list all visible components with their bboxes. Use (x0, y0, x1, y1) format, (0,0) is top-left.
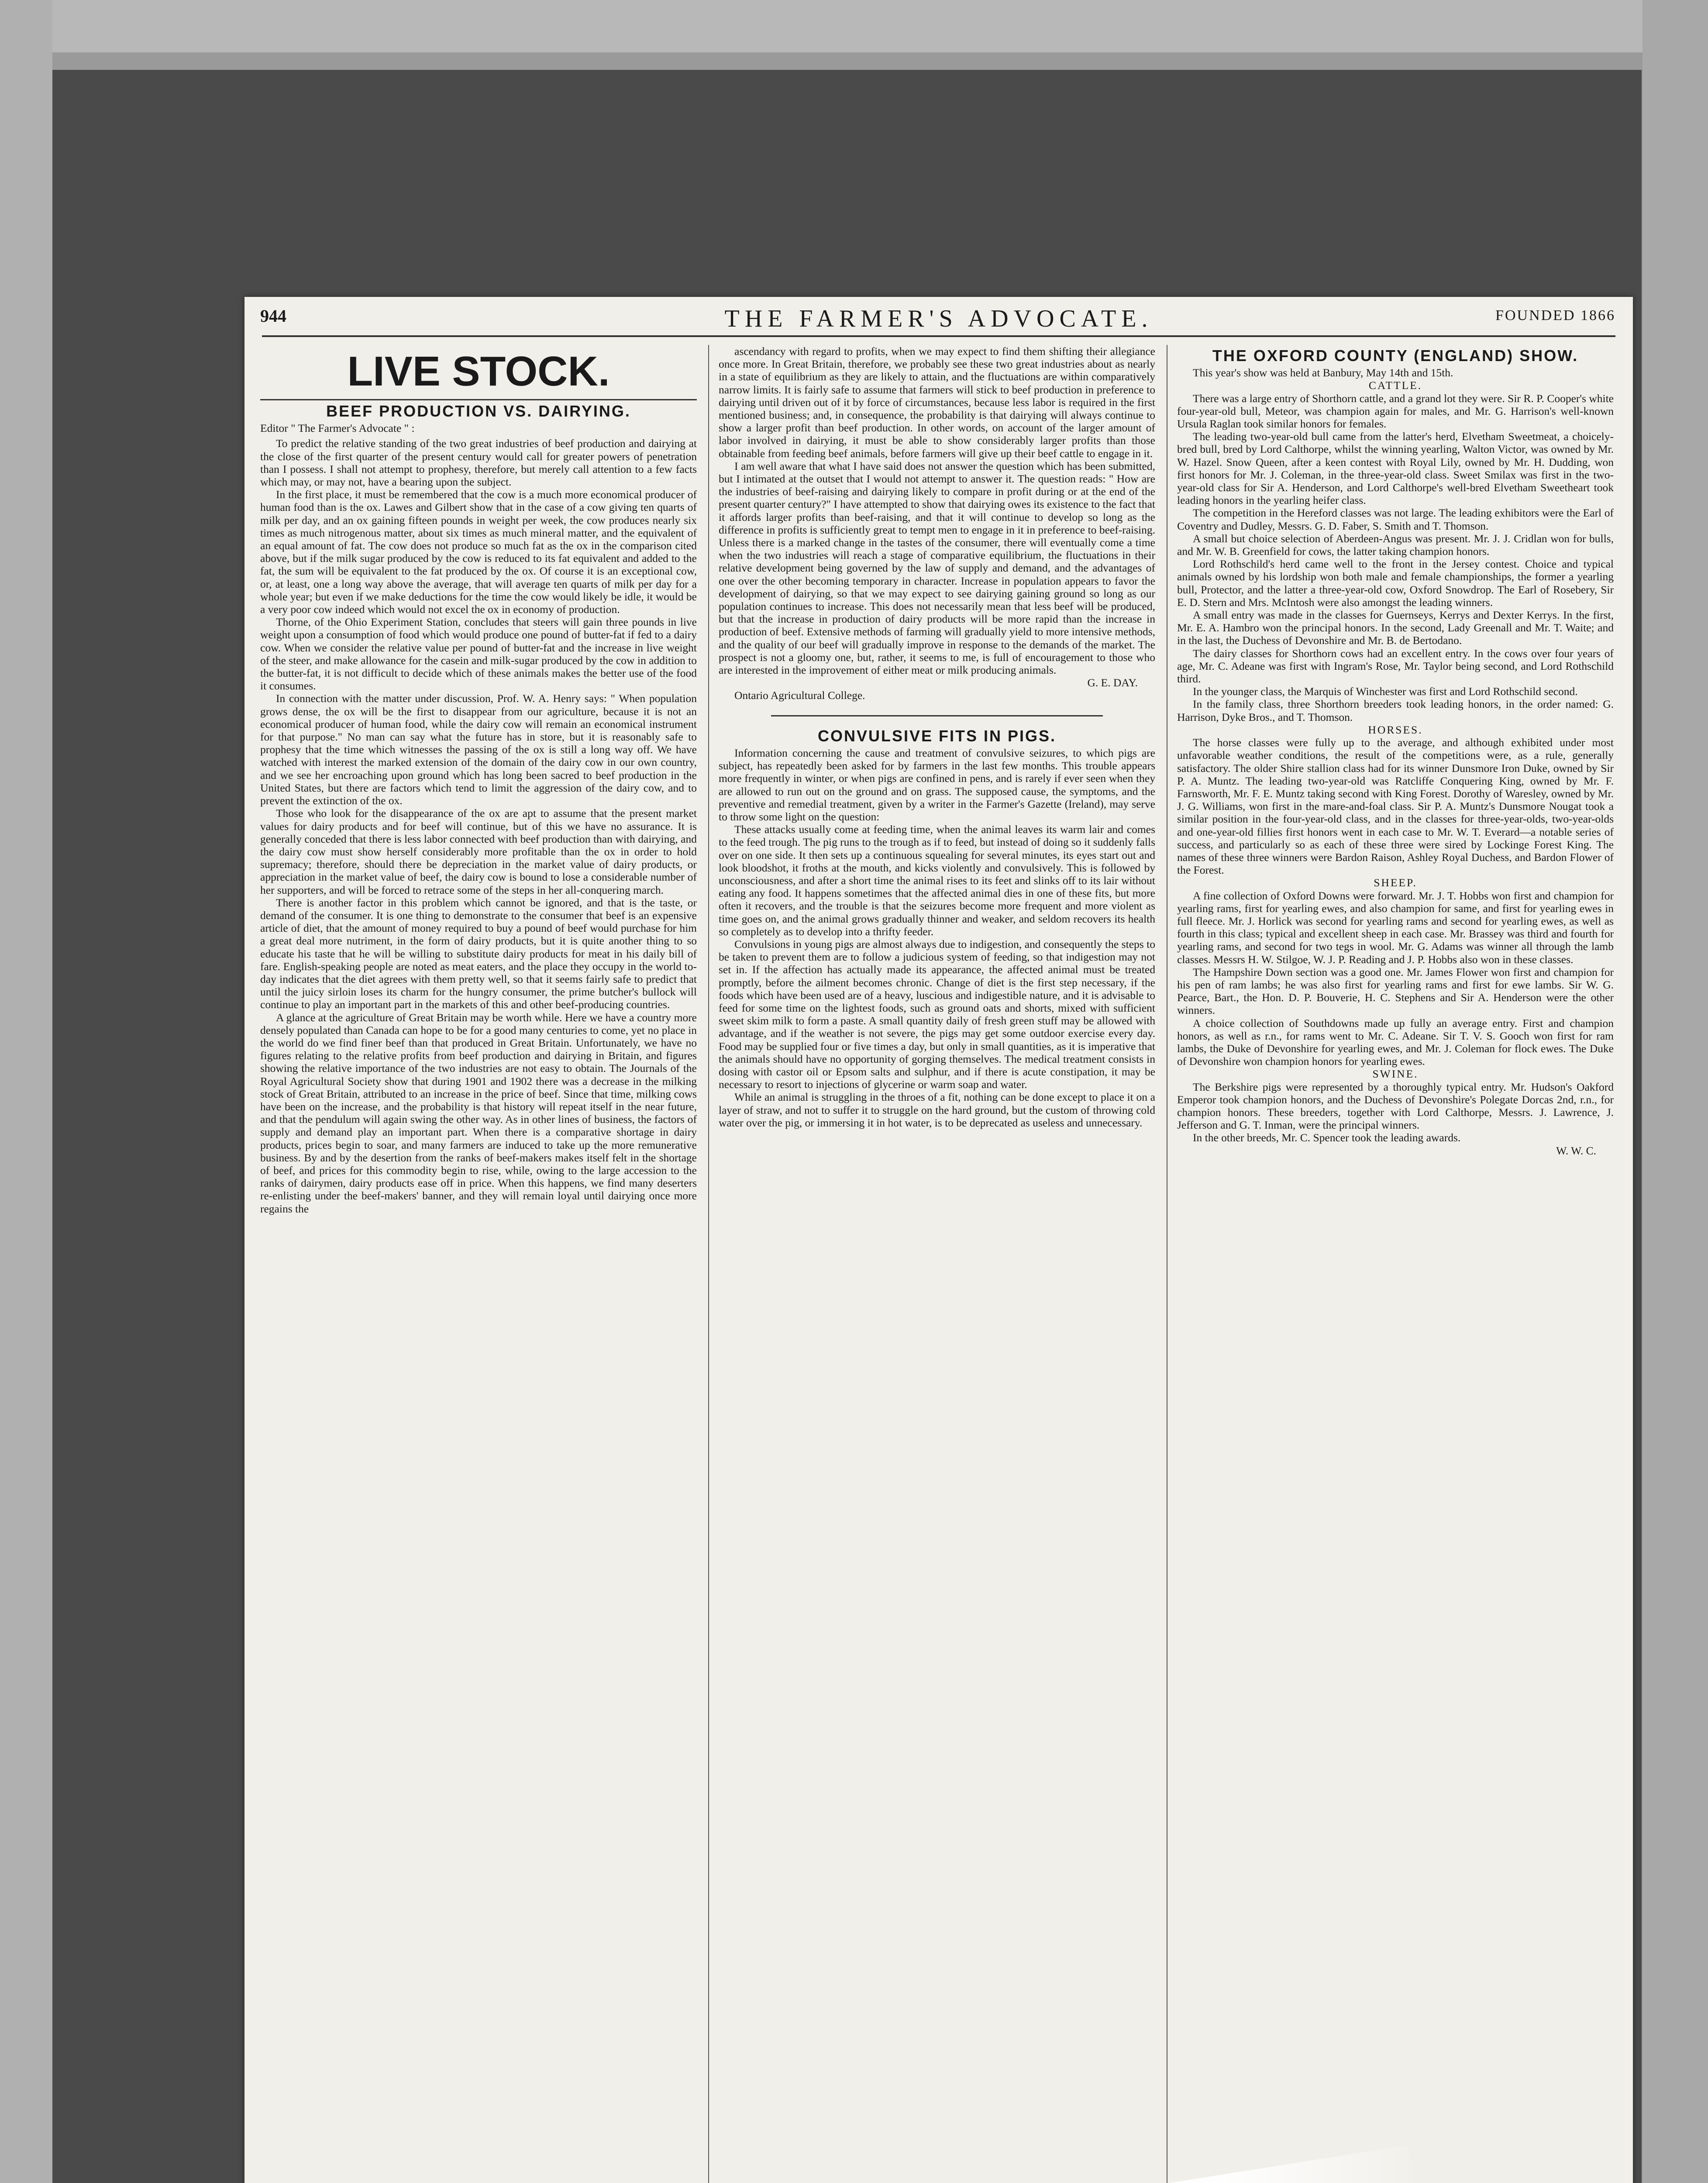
paragraph: The Hampshire Down section was a good one. Mr. James Flower won first and champion for his pen of ram lambs; he was also first for yearling rams and first for ewe lambs. Sir W. G. Pearce, Bart., the Hon. D. P. Bouverie, H. C. Stephens and Sir A. Henderson were the other winners. (1177, 965, 1614, 1017)
paragraph: In the other breeds, Mr. C. Spencer took the leading awards. (1193, 1131, 1461, 1144)
article-intro: This year's show was held at Banbury, May 14th and 15th. (1193, 366, 1453, 379)
paragraph: The dairy classes for Shorthorn cows had an excellent entry. In the cows over four years of age, Mr. C. Adeane was first with Ingram's Rose, Mr. Taylor being second, and Lord Rothschild third. (1177, 647, 1614, 685)
column-1 (260, 345, 697, 2183)
section-heading: CATTLE. (1368, 379, 1422, 392)
scan-border-top (0, 0, 1708, 52)
article-separator (771, 715, 1103, 716)
paragraph: The horse classes were fully up to the average, and although exhibited under most unfavorable weather conditions, the result of the competitions were, as a rule, generally satisfactory. The older Shire stallion class had for its winner Dunsmore Iron Duke, owned by Sir P. A. Muntz. The leading two-year-old was Ratcliffe Conquering King, owned by Mr. F. Farnsworth, Mr. F. E. Muntz taking second with King Forest. Dorothy of Waresley, owned by Mr. J. G. Williams, won first in the mare-and-foal class. Sir P. A. Muntz's Dunsmore Nougat took a similar position in the four-year-old class, and in the classes for three-year-olds, two-year-olds and one-year-old fillies first honors went in each case to Mr. W. T. Everard—a notable series of success, and particularly so as each of these three were sired by Lockinge Forest King. The names of these three winners were Bardon Raison, Ashley Royal Duchess, and Bardon Flower of the Forest. (1177, 736, 1614, 877)
paragraph: These attacks usually come at feeding time, when the animal leaves its warm lair and comes to the feed trough. The pig runs to the trough as if to feed, but instead of doing so it suddenly falls over on one side. It then sets up a continuous squealing for several minutes, its eyes start out and look bloodshot, it froths at the mouth, and kicks violently and convulsively. This is followed by unconsciousness, and after a short time the animal rises to its feet and slinks off to its lair without eating any food. It happens sometimes that the affected animal dies in one of these fits, but more often it recovers, and the trouble is that the seizures become more frequent and more violent as time goes on, and the animal grows gradually thinner and weaker, and seldom recovers its health so completely as to develop into a thrifty feeder. (719, 823, 1155, 938)
paragraph: To predict the relative standing of the two great industries of beef production and dairying at the close of the first quarter of the present century would call for greater powers of penetration than I possess. I shall not attempt to prophesy, therefore, but merely call attention to a few facts which may, or may not, have a bearing upon the subject. (260, 437, 697, 489)
author-signature: G. E. DAY. (1087, 676, 1138, 689)
header-rule (262, 335, 1615, 337)
paragraph: A small entry was made in the classes for Guernseys, Kerrys and Dexter Kerrys. In the first, Mr. E. A. Hambro won the principal honors. In the second, Lady Greenall and Mr. T. Waite; and in the last, the Duchess of Devonshire and Mr. B. de Bertodano. (1177, 609, 1614, 647)
newspaper-page (244, 297, 1633, 2183)
paragraph: A glance at the agriculture of Great Britain may be worth while. Here we have a country more densely populated than Canada can hope to be for a good many centuries to come, yet no place in the world do we find finer beef than that produced in Great Britain. Unfortunately, we have no figures relating to the relative profits from beef production and dairying in Britain, and figures showing the relative importance of the two industries are not easy to obtain. The Journals of the Royal Agricultural Society show that during 1901 and 1902 there was a decrease in the milking stock of Great Britain, attributed to an increase in the price of beef. Since that time, milking cows have been on the increase, and the probability is that history will repeat itself in the near future, and that the pendulum will again swing the other way. As in other lines of business, the factors of supply and demand play an important part. When there is a comparative shortage in dairy products, prices begin to soar, and many farmers are induced to take up the more remunerative business. By and by the desertion from the ranks of beef-makers makes itself felt in the shortage of beef, and prices for this commodity begin to rise, while, owing to the large accession to the ranks of dairymen, dairy products ease off in price. When this happens, we find many deserters re-enlisting under the beef-makers' banner, and they will remain loyal until dairying once more regains the (260, 1011, 697, 1215)
scan-border-left (0, 0, 52, 2183)
section-heading: SWINE. (1372, 1067, 1419, 1081)
paragraph: In the first place, it must be remembered that the cow is a much more economical producer of human food than is the ox. Lawes and Gilbert show that in the case of a cow giving ten quarts of milk per day, and an ox gaining fifteen pounds in weight per week, the cow produces nearly six times as much nitrogenous matter, about six times as much mineral matter, and the equivalent of an equal amount of fat. The cow does not produce so much fat as the ox in the comparison cited above, but if the milk sugar produced by the cow is reduced to its fat equivalent and added to the fat, the sum will be equivalent to the fat produced by the ox. Of course it is an exceptional cow, or, at least, one a long way above the average, that will average ten quarts of milk per day for a whole year; but even if we make deductions for the time the cow would likely be idle, it would be a very poor cow indeed which would not excel the ox in economy of production. (260, 488, 697, 616)
article-title: CONVULSIVE FITS IN PIGS. (817, 727, 1057, 745)
paragraph: In connection with the matter under discussion, Prof. W. A. Henry says: " When population grows dense, the ox will be the first to disappear from our agriculture, because it is not an economical producer of human food, while the dairy cow will remain an economical instrument for that purpose." No man can say what the future has in store, but it is reasonably safe to prophesy that the time which witnesses the passing of the ox is still a long way off. We have watched with interest the marked extension of the domain of the dairy cow in our own country, and we see her encroaching upon ground which has long been sacred to beef production in the United States, but there are factors which tend to limit the aggression of the dairy cow, and to prevent the extinction of the ox. (260, 692, 697, 807)
paragraph: A fine collection of Oxford Downs were forward. Mr. J. T. Hobbs won first and champion for yearling rams, first for yearling ewes, and also champion for same, and first for yearling ewes in full fleece. Mr. J. Horlick was second for yearling rams and second for yearling ewes, as well as fourth in this class; typical and excellent sheep in each case. Mr. Brassey was third and fourth for yearling rams, and second for two tegs in wool. Mr. G. Adams was winner all through the lamb classes. Messrs H. W. Stilgoe, W. J. P. Reading and J. P. Hobbs also won in these classes. (1177, 889, 1614, 966)
paragraph: While an animal is struggling in the throes of a fit, nothing can be done except to place it on a layer of straw, and not to suffer it to struggle on the hard ground, but the custom of throwing cold water over the pig, or immersing it in hot water, is to be deprecated as useless and unnecessary. (719, 1091, 1155, 1129)
author-signature: W. W. C. (1556, 1144, 1596, 1157)
paragraph: Convulsions in young pigs are almost always due to indigestion, and consequently the steps to be taken to prevent them are to follow a judicious system of feeding, so that indigestion may not set in. If the affection has actually made its appearance, the affected animal must be treated promptly, before the ailment becomes chronic. Change of diet is the first step necessary, if the foods which have been used are of a heavy, luscious and indigestible nature, and it is advisable to feed for some time on the lightest foods, such as ground oats and shorts, mixed with sufficient sweet skim milk to form a paste. A small quantity daily of fresh green stuff may be allowed with advantage, and if the weather is not severe, the pigs may get some outdoor exercise every day. Food may be supplied four or five times a day, but only in small quantities, as it is imperative that the animals should have no opportunity of gorging themselves. The medical treatment consists in dosing with castor oil or Epsom salts and sulphur, and if there is acute constipation, it may be necessary to resort to injections of glycerine or warm soap and water. (719, 937, 1155, 1091)
article-title: THE OXFORD COUNTY (ENGLAND) SHOW. (1212, 347, 1579, 365)
editor-line: Editor " The Farmer's Advocate " : (260, 422, 415, 435)
paragraph: Those who look for the disappearance of the ox are apt to assume that the present market values for dairy products and for beef will continue, but of this we have no assurance. It is generally conceded that there is less labor connected with beef production than with dairying, and the dairy cow must show herself considerably more profitable than the ox in order to hold supremacy; therefore, should there be depreciation in the market value of dairy products, or appreciation in the market value of beef, the dairy cow is bound to lose a considerable number of her supporters, and will be forced to retrace some of the steps in her all-conquering march. (260, 807, 697, 896)
paragraph: In the younger class, the Marquis of Winchester was first and Lord Rothschild second. (1193, 685, 1578, 698)
author-institution: Ontario Agricultural College. (734, 689, 865, 702)
article-body-continued (719, 345, 1155, 676)
paragraph: There is another factor in this problem which cannot be ignored, and that is the taste, or demand of the consumer. It is one thing to demonstrate to the consumer that beef is an expensive article of diet, that the amount of money required to buy a pound of beef would purchase for him a great deal more nutriment, in the form of dairy products, but it is quite another thing to so educate his taste that he will be willing to substitute dairy products for meat in his daily bill of fare. English-speaking people are noted as meat eaters, and the place they occupy in the world to-day indicates that the diet agrees with them pretty well, so that it seems fairly safe to predict that until the juicy sirloin loses its charm for the hungry consumer, the prime butcher's bullock will continue to play an important part in the markets of this and other beef-producing countries. (260, 896, 697, 1011)
masthead-title: THE FARMER'S ADVOCATE. (724, 305, 1153, 332)
paragraph: ascendancy with regard to profits, when we may expect to find them shifting their allegiance once more. In Great Britain, therefore, we probably see these two great industries about as nearly in a state of equilibrium as they are likely to attain, and the fluctuations are within comparatively narrow limits. It is fairly safe to assume that farmers will stick to beef production in preference to dairying until driven out of it by force of circumstances, because less labor is required in the first mentioned business; and, in consequence, the probability is that dairying will always continue to show a larger profit than beef production. In other words, on account of the larger amount of labor involved in dairying, it must be able to show considerably larger profits than those obtainable from feeding beef animals, before farmers will give up their beef cattle to engage in it. (719, 345, 1155, 460)
paragraph: In the family class, three Shorthorn breeders took leading honors, in the order named: G. Harrison, Dyke Bros., and T. Thomson. (1177, 698, 1614, 723)
paragraph: A choice collection of Southdowns made up fully an average entry. First and champion honors, as well as r.n., for rams went to Mr. C. Adeane. Sir T. V. S. Gooch won first for ram lambs, the Duke of Devonshire for yearling ewes, and Mr. J. Coleman for flock ewes. The Duke of Devonshire won champion honors for yearling ewes. (1177, 1016, 1614, 1068)
section-heading: HORSES. (1368, 723, 1423, 736)
section-heading: SHEEP. (1374, 876, 1417, 889)
paragraph: The competition in the Hereford classes was not large. The leading exhibitors were the Earl of Coventry and Dudley, Messrs. G. D. Faber, S. Smith and T. Thomson. (1177, 506, 1614, 532)
paragraph: Lord Rothschild's herd came well to the front in the Jersey contest. Choice and typical animals owned by his lordship won both male and female championships, the former a yearling bull, Protector, and the latter a three-year-old cow, Oxford Snowdrop. The Earl of Rosebery, Sir E. D. Stern and Mrs. McIntosh were also amongst the leading winners. (1177, 558, 1614, 609)
paragraph: A small but choice selection of Aberdeen-Angus was present. Mr. J. J. Cridlan won for bulls, and Mr. W. B. Greenfield for cows, the latter taking champion honors. (1177, 532, 1614, 558)
article-body (1177, 379, 1614, 1144)
scan-border-right (1643, 0, 1708, 2183)
article-body (719, 747, 1155, 1129)
paragraph: Information concerning the cause and treatment of convulsive seizures, to which pigs are subject, has repeatedly been asked for by farmers in the last few months. This trouble appears more frequently in winter, or when pigs are confined in pens, and is rarely if ever seen when they are allowed to run out on the ground and on grass. The supposed cause, the symptoms, and the preventive and remedial treatment, given by a writer in the Farmer's Gazette (Ireland), may serve to throw some light on the question: (719, 746, 1155, 823)
paragraph: The leading two-year-old bull came from the latter's herd, Elvetham Sweetmeat, a choicely-bred bull, bred by Lord Calthorpe, whilst the winning yearling, Walton Victor, was owned by Mr. W. Hazel. Snow Queen, after a keen contest with Royal Lily, owned by Mr. H. Dudding, won first honors for Mr. J. Coleman, in the three-year-old class. Sweet Smilax was first in the two-year-old class for Sir A. Henderson, and Lord Calthorpe's well-bred Elvetham Sweetheart took leading honors in the yearling heifer class. (1177, 430, 1614, 507)
column-rule (708, 345, 709, 2183)
article-body (260, 437, 697, 1215)
paragraph: The Berkshire pigs were represented by a thoroughly typical entry. Mr. Hudson's Oakford Emperor took champion honors, and the Duchess of Devonshire's Polegate Dorcas 2nd, r.n., for champion honors. These breeders, together with Lord Calthorpe, Messrs. J. Lawrence, J. Jefferson and G. T. Inman, were the principal winners. (1177, 1080, 1614, 1132)
column-2 (719, 345, 1155, 2183)
paragraph: Thorne, of the Ohio Experiment Station, concludes that steers will gain three pounds in live weight upon a consumption of food which would produce one pound of butter-fat if fed to a dairy cow. When we consider the relative value per pound of butter-fat and the increase in live weight of the steer, and make allowance for the casein and milk-sugar produced by the cow in addition to the butter-fat, it is not difficult to decide which of these animals makes the better use of the food it consumes. (260, 616, 697, 692)
section-title: LIVE STOCK. (347, 348, 610, 395)
page-number: 944 (260, 306, 286, 326)
founded-label: FOUNDED 1866 (1495, 307, 1615, 324)
article-title: BEEF PRODUCTION VS. DAIRYING. (260, 399, 697, 417)
paragraph: There was a large entry of Shorthorn cattle, and a grand lot they were. Sir R. P. Cooper's white four-year-old bull, Meteor, was champion again for males, and Mr. G. Harrison's well-known Ursula Raglan took similar honors for females. (1177, 392, 1614, 430)
paragraph: I am well aware that what I have said does not answer the question which has been submitted, but I intimated at the outset that I would not attempt to answer it. The question reads: " How are the industries of beef-raising and dairying likely to compare in profit during or at the end of the present quarter century?" I have attempted to show that dairying owes its existence to the fact that it affords larger profits than beef-raising, and that it will continue to develop so long as the difference in profits is sufficiently great to tempt men to engage in it in preference to beef-raising. Unless there is a marked change in the tastes of the consumer, there will eventually come a time when the two industries will reach a stage of comparative equilibrium, the fluctuations in their relative development being governed by the law of supply and demand, and the advantages of one over the other becoming temporary in character. Increase in population appears to favor the development of dairying, so that we may expect to see dairying gaining ground so long as our population continues to increase. This does not necessarily mean that less beef will be produced, but that the increase in production of dairy products will be more rapid than the increase in production of beef. Extensive methods of farming will gradually yield to more intensive methods, and the quality of our beef will gradually improve in response to the demands of the market. The prospect is not a gloomy one, but, rather, it seems to me, is full of encouragement to those who are interested in the improvement of either meat or milk producing animals. (719, 459, 1155, 677)
column-3 (1177, 345, 1614, 2183)
